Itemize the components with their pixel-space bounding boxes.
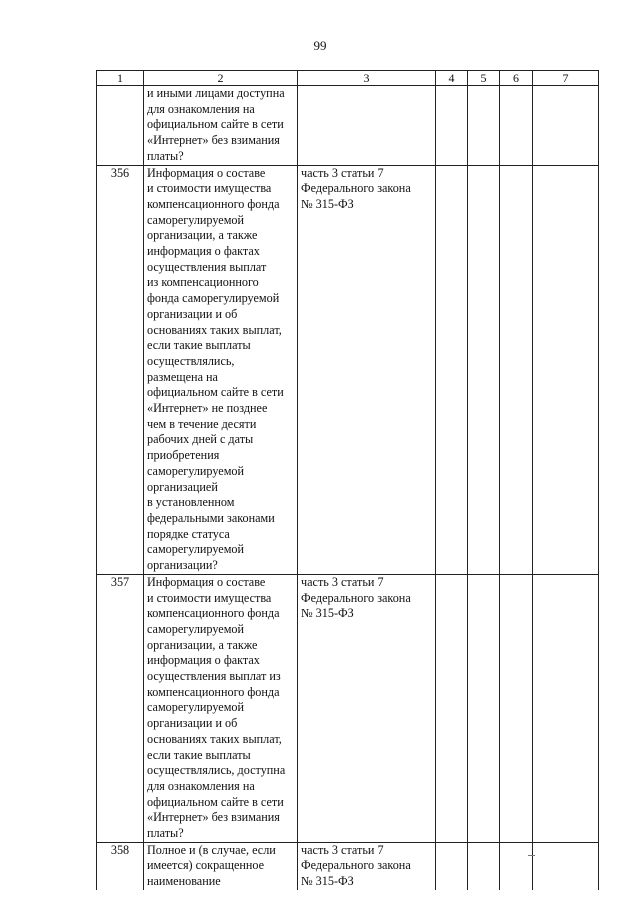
column-header: 2 bbox=[144, 71, 298, 86]
column-header: 4 bbox=[436, 71, 468, 86]
empty-cell bbox=[533, 86, 599, 166]
empty-cell bbox=[500, 574, 533, 842]
requirement-text: Информация о составе и стоимости имущества компенсационного фонда саморегулируемой организации, а также информация о фактах осуществления выплат из компенсационного фонда саморегулируемой организации и об основаниях таких выплат, если такие выплаты осуществлялись, доступна для ознакомления на официальном сайте в сети «Интернет» без взимания платы? bbox=[144, 574, 298, 842]
empty-cell bbox=[500, 842, 533, 890]
empty-cell bbox=[468, 574, 500, 842]
empty-cell bbox=[500, 86, 533, 166]
table-row bbox=[97, 165, 599, 574]
table-row bbox=[97, 842, 599, 890]
column-header: 1 bbox=[97, 71, 144, 86]
row-number bbox=[97, 86, 144, 166]
requirement-text: и иными лицами доступна для ознакомления на официальном сайте в сети «Интернет» без взимания платы? bbox=[144, 86, 298, 166]
row-number: 358 bbox=[97, 842, 144, 890]
requirements-table bbox=[96, 70, 599, 890]
empty-cell bbox=[436, 165, 468, 574]
column-header: 7 bbox=[533, 71, 599, 86]
scan-mark bbox=[528, 855, 535, 856]
row-number: 356 bbox=[97, 165, 144, 574]
column-header: 3 bbox=[298, 71, 436, 86]
empty-cell bbox=[436, 842, 468, 890]
empty-cell bbox=[436, 574, 468, 842]
requirement-text: Информация о составе и стоимости имущества компенсационного фонда саморегулируемой организации, а также информация о фактах осуществления выплат из компенсационного фонда саморегулируемой организации и об основаниях таких выплат, если такие выплаты осуществлялись, размещена на официальном сайте в сети «Интернет» не позднее чем в течение десяти рабочих дней с даты приобретения саморегулируемой организацией в установленном федеральными законами порядке статуса саморегулируемой организации? bbox=[144, 165, 298, 574]
empty-cell bbox=[468, 165, 500, 574]
table-row bbox=[97, 86, 599, 166]
legal-reference bbox=[298, 86, 436, 166]
empty-cell bbox=[468, 842, 500, 890]
empty-cell bbox=[533, 842, 599, 890]
empty-cell bbox=[468, 86, 500, 166]
empty-cell bbox=[533, 574, 599, 842]
table-header-row bbox=[97, 71, 599, 86]
legal-reference: часть 3 статьи 7 Федерального закона № 315-ФЗ bbox=[298, 574, 436, 842]
column-header: 6 bbox=[500, 71, 533, 86]
empty-cell bbox=[500, 165, 533, 574]
table-row bbox=[97, 574, 599, 842]
empty-cell bbox=[436, 86, 468, 166]
row-number: 357 bbox=[97, 574, 144, 842]
legal-reference: часть 3 статьи 7 Федерального закона № 315-ФЗ bbox=[298, 842, 436, 890]
requirement-text: Полное и (в случае, если имеется) сокращенное наименование bbox=[144, 842, 298, 890]
legal-reference: часть 3 статьи 7 Федерального закона № 315-ФЗ bbox=[298, 165, 436, 574]
column-header: 5 bbox=[468, 71, 500, 86]
empty-cell bbox=[533, 165, 599, 574]
page-number: 99 bbox=[313, 38, 327, 53]
